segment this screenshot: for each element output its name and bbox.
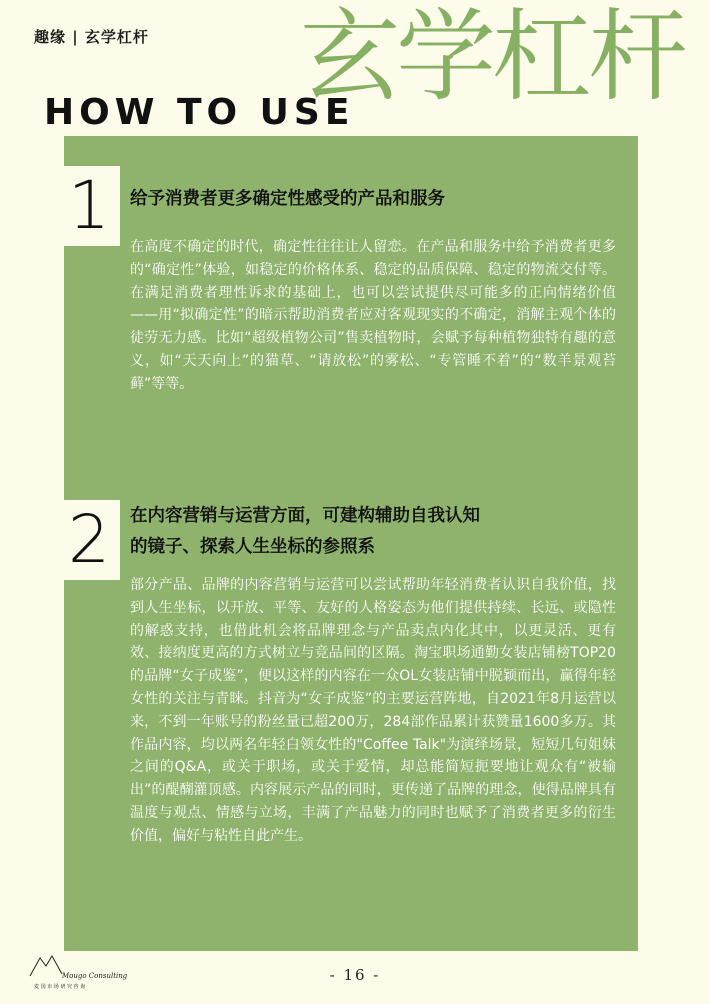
- section-title: [130, 501, 610, 563]
- chapter-title-watermark: 玄学杠杆: [300, 0, 684, 115]
- section-body: 在高度不确定的时代，确定性往往让人留恋。在产品和服务中给予消费者更多的“确定性”体验，如稳定的价格体系、稳定的品质保障、稳定的物流交付等。在满足消费者理性诉求的基础上，也可以尝试提供尽可能多的正向情绪价值——用“拟确定性”的暗示帮助消费者应对客观现实的不确定，消解主观个体的徒劳无力感。比如“超级植物公司”售卖植物时，会赋予每种植物独特有趣的意义，如“天天向上”的猫草、“请放松”的雾松、“专管睡不着”的“数羊景观苔藓”等等。: [130, 239, 616, 392]
- section-title-line: 在内容营销与运营方面，可建构辅助自我认知: [130, 506, 480, 526]
- breadcrumb: 趣缘 | 玄学杠杆: [34, 28, 149, 46]
- logo-chinese-text: 麦 国 市 场 研 究 咨 询: [34, 984, 86, 990]
- section-number-box-2: [64, 500, 120, 580]
- logo-script-text: Mougo Consulting: [62, 972, 128, 980]
- section-title-line: 的镜子、探索人生坐标的参照系: [130, 537, 375, 557]
- section-number: 1: [68, 167, 110, 244]
- section-title: 给予消费者更多确定性感受的产品和服务: [130, 189, 445, 209]
- section-number-box-1: [64, 166, 120, 246]
- section-body: 部分产品、品牌的内容营销与运营可以尝试帮助年轻消费者认识自我价值，找到人生坐标，以开放、平等、友好的人格姿态为他们提供持续、长远、或隐性的解惑支持，也借此机会将品牌理念与产品卖点内化其中，以更灵活、更有效、接纳度更高的方式树立与竞品间的区隔。淘宝职场通勤女装店铺榜TOP20的品牌“女子成鉴”，便以这样的内容在一众OL女装店铺中脱颖而出，赢得年轻女性的关注与青睐。抖音为“女子成鉴”的主要运营阵地，自2021年8月运营以来，不到一年账号的粉丝量已超200万，284部作品累计获赞量1600多万。其作品内容，均以两名年轻白领女性的"Coffee Talk"为演绎场景，短短几句姐妹之间的Q&A，或关于职场，或关于爱情，却总能简短扼要地让观众有“被输出”的醍醐灌顶感。内容展示产品的同时，更传递了品牌的理念，使得品牌具有温度与观点、情感与立场，丰满了产品魅力的同时也赋予了消费者更多的衍生价值，偏好与粘性自此产生。: [130, 577, 616, 844]
- how-to-use-heading: HOW TO USE: [44, 92, 355, 133]
- section-number: 2: [68, 501, 110, 578]
- page-number: - 16 -: [329, 966, 381, 984]
